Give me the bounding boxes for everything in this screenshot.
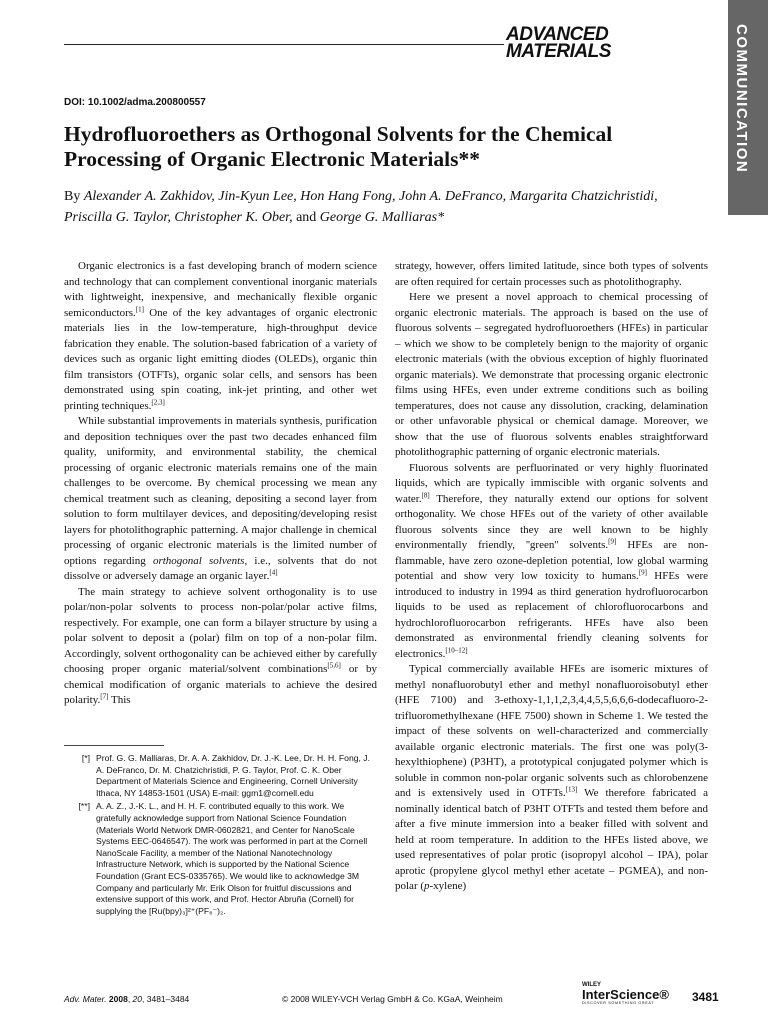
byline-prefix: By [64, 189, 84, 204]
citation: [8] [421, 490, 430, 499]
doi: DOI: 10.1002/adma.200800557 [64, 97, 206, 108]
footnotes [64, 753, 377, 917]
publisher-tagline: DISCOVER SOMETHING GREAT [582, 1001, 655, 1005]
copyright: © 2008 WILEY-VCH Verlag GmbH & Co. KGaA, Weinheim [282, 994, 503, 1004]
author-list-b: George G. Malliaras* [319, 210, 445, 225]
page-number: 3481 [692, 990, 719, 1004]
paragraph: Organic electronics is a fast developing branch of modern science and technology that can complement conventional inorganic materials with lightweight, inexpensive, and mechanically flexible organic semiconductors.[1] One of the key advantages of organic electronic materials lies in the low-temperature, high-throughput device fabrication they enable. The solution-based fabrication of a variety of devices such as organic light emitting diodes (OLEDs), organic thin film transistors (OTFTs), organic solar cells, and sensors has been demonstrated using spin coating, ink-jet printing, and other wet printing techniques.[2,3] [64, 260, 377, 412]
journal-logo-line2: MATERIALS [506, 41, 611, 62]
paragraph: Typical commercially available HFEs are isomeric mixtures of methyl nonafluorobutyl ether and methyl nonafluoroisobutyl ether (HFE 7100) and 3-ethoxy-1,1,1,2,3,4,4,5,5,6,6,6-dodecafluoro-2-trifluoromethylhexane (HFE 7500) shown in Scheme 1. We tested the impact of these solvents on well-characterized and commercially available organic electronic materials. The first one was poly(3-hexylthiophene) (P3HT), a prototypical conjugated polymer which is soluble in common non-polar organic solvents such as chlorobenzene and is extensively used in OTFTs.[13] We therefore fabricated a nominally identical batch of P3HT OTFTs and tested them before and after a five minute immersion into a beaker filled with solvent and held at room temperature. In addition to the HFEs listed above, we used representatives of polar protic (isopropyl alcohol – IPA), polar aprotic (propylene glycol methyl ether acetate – PGMEA), and non-polar (p-xylene) [395, 663, 708, 892]
citation: [1] [135, 304, 144, 313]
publisher-logo-small: WILEY [582, 982, 601, 988]
citation: [7] [100, 692, 109, 701]
paragraph: While substantial improvements in materials synthesis, purification and deposition techniques over the past two decades enhanced film quality, uniformity, and environmental stability, the chemical processing of organic electronic materials remains one of the main challenges to be overcome. By chemical processing we mean any chemical treatment such as cleaning, depositing a second layer from solution to form multilayer devices, and depositing/developing resist layers for photolithographic patterning. A major challenge in chemical processing of organic electronic materials is the limited number of options regarding orthogonal solvents, i.e., solvents that do not dissolve or adversely damage an organic layer.[4] [64, 415, 377, 582]
header-rule [64, 44, 504, 45]
citation: [5,6] [327, 661, 341, 670]
paragraph: Here we present a novel approach to chemical processing of organic electronic materials. The approach is based on the use of fluorous solvents – segregated hydrofluoroethers (HFEs) in particular – which we show to be completely benign to the majority of organic electronic materials (with the obvious exception of highly fluorinated organic materials). We demonstrate that processing organic electronic films using HFEs, even under extreme conditions such as boiling temperatures, does not cause any dissolution, cracking, delamination or other unfavorable physical or chemical damage. Moreover, we show that the use of fluorous solvents enables straightforward photolithographic patterning of organic electronic materials. [395, 291, 708, 458]
footnote-rule [64, 745, 164, 746]
paragraph: The main strategy to achieve solvent orthogonality is to use polar/non-polar solvents to process non-polar/polar active films, respectively. For example, one can form a bilayer structure by using a polar solvent to deposit a (polar) film on top of a non-polar film. Accordingly, solvent orthogonality can be achieved either by carefully choosing proper organic material/solvent combinations[5,6] or by chemical modification of organic materials to achieve the desired polarity.[7] This [64, 585, 377, 706]
body-column-left [64, 259, 377, 709]
citation: [9] [608, 537, 617, 546]
citation: [4] [269, 568, 278, 577]
byline-and: and [292, 210, 320, 225]
journal-logo [506, 26, 611, 60]
publisher-logo-text: InterScience® [582, 987, 669, 1002]
section-tab [728, 0, 768, 215]
article-title: Hydrofluoroethers as Orthogonal Solvents for the Chemical Processing of Organic Electronic Materials** [64, 122, 613, 171]
citation: [9] [638, 568, 647, 577]
citation: [13] [565, 785, 578, 794]
body-column-right [395, 259, 708, 895]
paragraph: Fluorous solvents are perfluorinated or very highly fluorinated liquids, which are typically immiscible with organic solvents and water.[8] Therefore, they naturally extend our options for solvent orthogonality. We chose HFEs out of the variety of other available fluorous solvents since they are well known to be highly environmentally friendly, ''green'' solvents.[9] HFEs are non-flammable, have zero ozone-depletion potential, low global warming potential and show very low toxicity to humans.[9] HFEs were introduced to industry in 1994 as third generation hydrofluorocarbon liquids to be used as replacement of chlorofluorocarbons and hydrochlorofluorocarbon refrigerants. HFEs have also been demonstrated as environmental friendly cleaning solvents for electronics.[10–12] [395, 461, 708, 660]
citation-footer: Adv. Mater. 2008, 20, 3481–3484 [64, 994, 190, 1004]
citation: [2,3] [151, 397, 165, 406]
publisher-logo [582, 982, 692, 1008]
footnote-affiliation: [*] Prof. G. G. Malliaras, Dr. A. A. Zakhidov, Dr. J.-K. Lee, Dr. H. H. Fong, J. A. DeFranco, Dr. M. Chatzichristidi, P. G. Taylor, Prof. C. K. Ober Department of Materials Science and Engineering, Cornell University Ithaca, NY 14853-1501 (USA) E-mail: ggm1@cornell.edu [81, 753, 370, 798]
journal-logo-line1: ADVANCED [506, 24, 609, 45]
section-tab-label: COMMUNICATION [733, 24, 750, 174]
author-list-a: Alexander A. Zakhidov, Jin-Kyun Lee, Hon Hang Fong, John A. DeFranco, Margarita Chatzichristidi, Priscilla G. Taylor, Christopher K. Ober, [64, 189, 658, 225]
byline [64, 186, 664, 228]
paragraph: strategy, however, offers limited latitude, since both types of solvents are often required for certain processes such as photolithography. [395, 260, 708, 288]
citation: [10–12] [445, 645, 468, 654]
footnote-acknowledgement: [**] A. A. Z., J.-K. L., and H. H. F. contributed equally to this work. We gratefully acknowledge support from National Science Foundation (Materials World Network DMR-0602821, and Center for NanoScale Systems EEC-0646547). The work was performed in part at the Cornell NanoScale Facility, a member of the National Nanotechnology Infrastructure Network, which is supported by the National Science Foundation (Grant ECS-0335765). We would like to acknowledge 3M Company and particularly Mr. Erik Olson for fruitful discussions and extensive support of this work, and Prof. Hector Abruña (Cornell) for supplying the [Ru(bpy)₃]²⁺(PF₆⁻)₂. [78, 801, 368, 916]
